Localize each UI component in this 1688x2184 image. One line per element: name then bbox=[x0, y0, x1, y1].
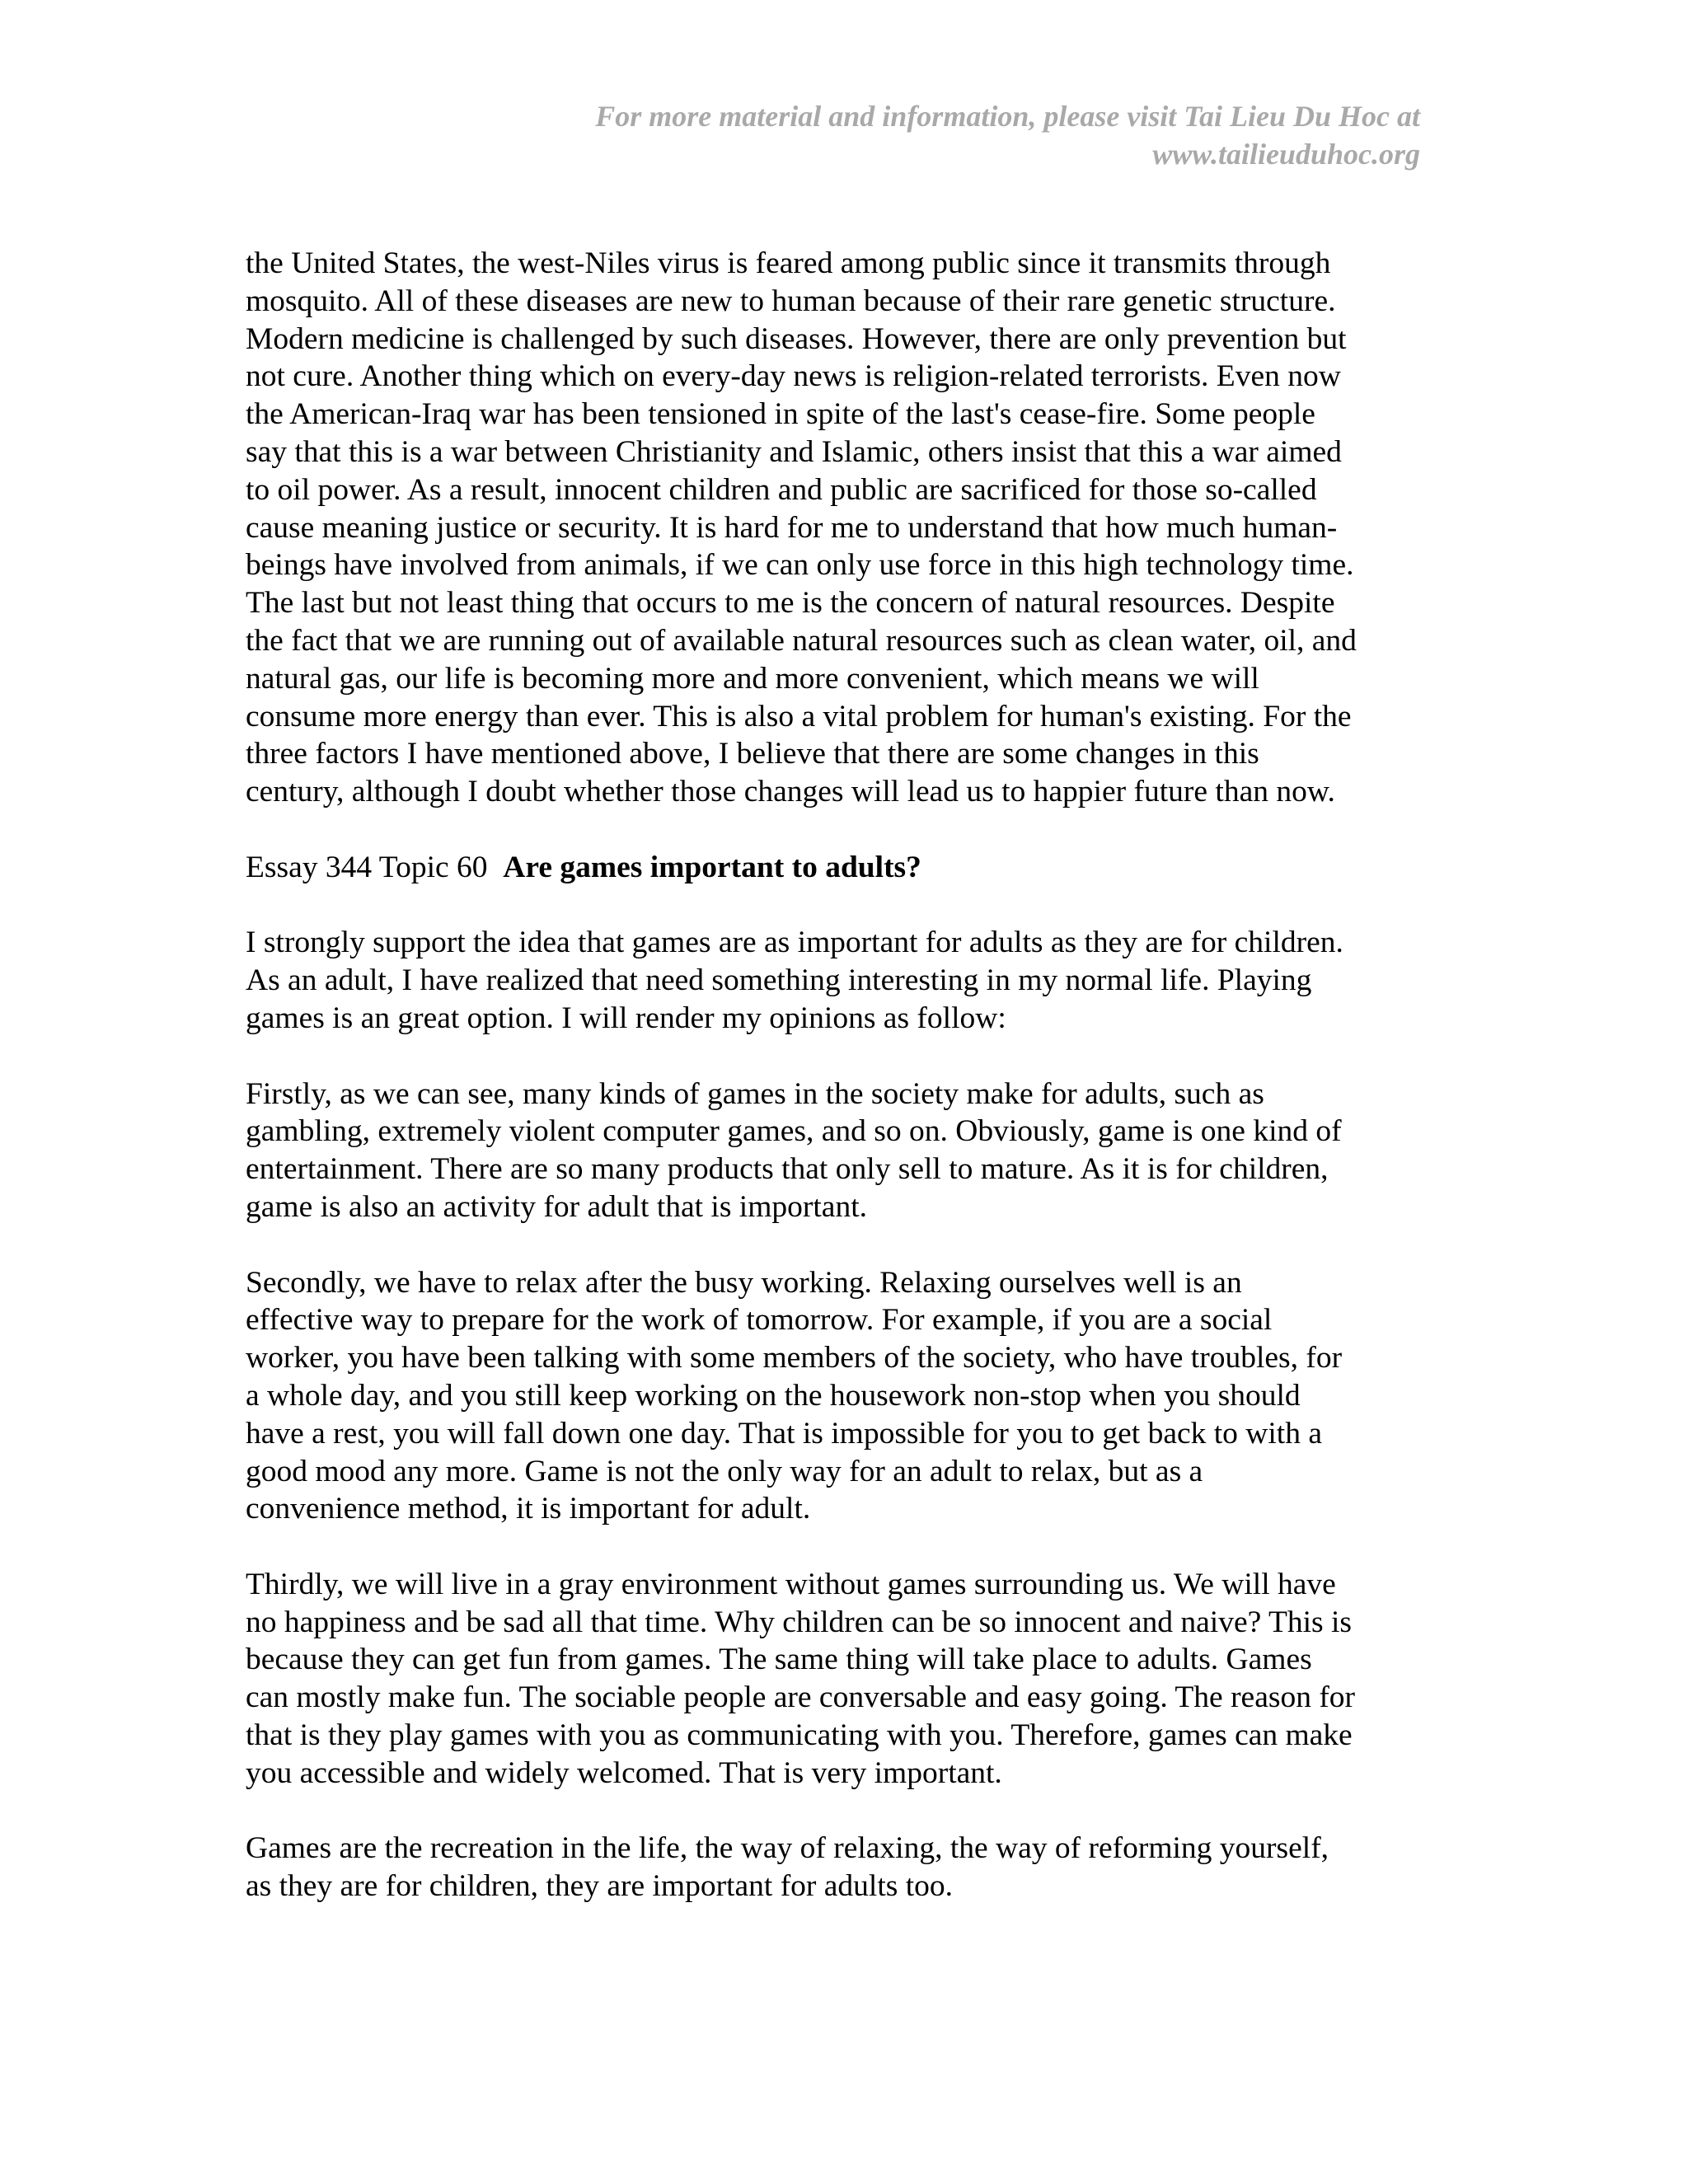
text-line: as they are for children, they are important for adults too. bbox=[246, 1869, 954, 1904]
text-line: the fact that we are running out of available natural resources such as clean water, oil, and bbox=[246, 623, 1357, 658]
paragraph-conclusion bbox=[246, 1830, 1449, 1905]
text-line: natural gas, our life is becoming more and more convenient, which means we will bbox=[246, 661, 1259, 696]
text-line: beings have involved from animals, if we can only use force in this high technology time. bbox=[246, 548, 1354, 583]
essay-label: Essay 344 Topic 60 bbox=[246, 850, 488, 884]
text-line: games is an great option. I will render my opinions as follow: bbox=[246, 1001, 1006, 1035]
text-line: consume more energy than ever. This is also a vital problem for human's existing. For the bbox=[246, 699, 1352, 733]
text-line: say that this is a war between Christianity and Islamic, others insist that this a war aimed bbox=[246, 434, 1342, 469]
paragraph-intro bbox=[246, 924, 1449, 1037]
text-line: not cure. Another thing which on every-day news is religion-related terrorists. Even now bbox=[246, 359, 1341, 394]
text-line: Games are the recreation in the life, the way of relaxing, the way of reforming yourself, bbox=[246, 1831, 1329, 1866]
text-line: mosquito. All of these diseases are new to human because of their rare genetic structure. bbox=[246, 284, 1336, 318]
text-line: game is also an activity for adult that is important. bbox=[246, 1189, 867, 1224]
essay-title: Are games important to adults? bbox=[503, 850, 921, 884]
page-header bbox=[349, 97, 1420, 173]
header-website: www.tailieuduhoc.org bbox=[1152, 138, 1420, 171]
text-line: Firstly, as we can see, many kinds of games in the society make for adults, such as bbox=[246, 1076, 1264, 1111]
paragraph-thirdly bbox=[246, 1566, 1449, 1793]
text-line: to oil power. As a result, innocent children and public are sacrificed for those so-called bbox=[246, 472, 1317, 507]
text-line: have a rest, you will fall down one day. That is impossible for you to get back to with a bbox=[246, 1416, 1322, 1451]
text-line: gambling, extremely violent computer games, and so on. Obviously, game is one kind of bbox=[246, 1114, 1342, 1149]
text-line: entertainment. There are so many products that only sell to mature. As it is for children, bbox=[246, 1152, 1329, 1187]
document-body bbox=[246, 245, 1449, 1943]
paragraph-continued bbox=[246, 245, 1449, 811]
text-line: worker, you have been talking with some members of the society, who have troubles, for bbox=[246, 1341, 1343, 1376]
text-line: the United States, the west-Niles virus is feared among public since it transmits through bbox=[246, 246, 1331, 280]
text-line: you accessible and widely welcomed. That is very important. bbox=[246, 1755, 1002, 1790]
text-line: century, although I doubt whether those changes will lead us to happier future than now. bbox=[246, 775, 1335, 809]
paragraph-secondly bbox=[246, 1264, 1449, 1529]
text-line: good mood any more. Game is not the only way for an adult to relax, but as a bbox=[246, 1454, 1203, 1488]
text-line: Secondly, we have to relax after the busy working. Relaxing ourselves well is an bbox=[246, 1265, 1242, 1300]
text-line: As an adult, I have realized that need something interesting in my normal life. Playing bbox=[246, 963, 1312, 998]
text-line: because they can get fun from games. The same thing will take place to adults. Games bbox=[246, 1643, 1312, 1677]
text-line: effective way to prepare for the work of tomorrow. For example, if you are a social bbox=[246, 1303, 1273, 1338]
text-line: cause meaning justice or security. It is hard for me to understand that how much human- bbox=[246, 510, 1338, 545]
text-line: Thirdly, we will live in a gray environment without games surrounding us. We will have bbox=[246, 1567, 1336, 1601]
text-line: a whole day, and you still keep working on the housework non-stop when you should bbox=[246, 1378, 1301, 1413]
header-line-1: For more material and information, please visit Tai Lieu Du Hoc at bbox=[595, 100, 1420, 133]
text-line: Modern medicine is challenged by such diseases. However, there are only prevention but bbox=[246, 321, 1347, 356]
text-line: can mostly make fun. The sociable people are conversable and easy going. The reason for bbox=[246, 1680, 1356, 1715]
text-line: no happiness and be sad all that time. Why children can be so innocent and naive? This is bbox=[246, 1605, 1353, 1639]
paragraph-firstly bbox=[246, 1076, 1449, 1226]
text-line: the American-Iraq war has been tensioned in spite of the last's cease-fire. Some people bbox=[246, 397, 1315, 432]
essay-heading bbox=[246, 849, 1449, 887]
text-line: convenience method, it is important for adult. bbox=[246, 1492, 811, 1526]
text-line: three factors I have mentioned above, I believe that there are some changes in this bbox=[246, 737, 1259, 771]
text-line: that is they play games with you as communicating with you. Therefore, games can make bbox=[246, 1718, 1353, 1753]
text-line: I strongly support the idea that games are as important for adults as they are for children. bbox=[246, 926, 1343, 960]
text-line: The last but not least thing that occurs to me is the concern of natural resources. Despite bbox=[246, 586, 1335, 621]
